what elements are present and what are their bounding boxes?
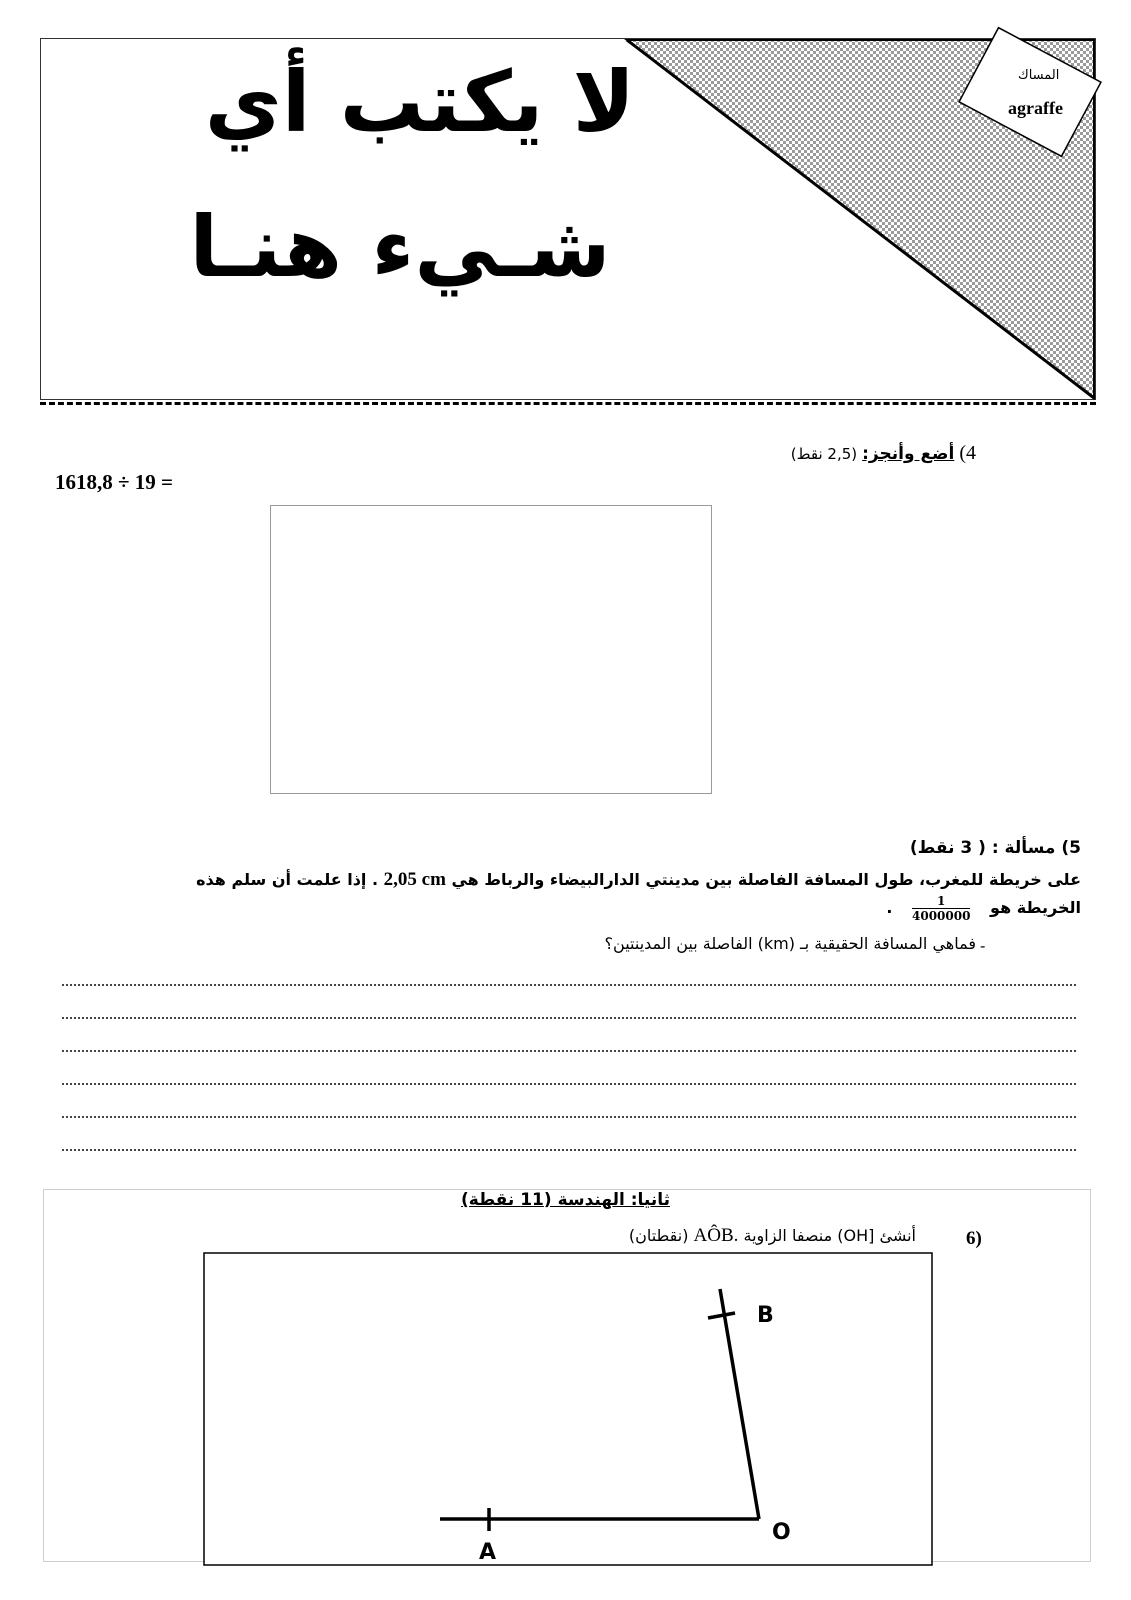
exercise5-question: فماهي المسافة الحقيقية بـ (km) الفاصلة بين المدينتين؟ bbox=[604, 934, 976, 953]
label-a: A bbox=[479, 1540, 497, 1565]
scale-period: . bbox=[886, 898, 893, 917]
answer-line[interactable] bbox=[62, 1050, 1076, 1052]
exercise4-points: (2,5 نقط) bbox=[790, 445, 858, 463]
angle-figure[interactable] bbox=[203, 1252, 933, 1567]
exercise6-number: 6) bbox=[966, 1228, 982, 1249]
statement-part2: . إذا علمت أن سلم هذه bbox=[196, 870, 379, 889]
scale-fraction bbox=[912, 894, 970, 923]
distance-value: 2,05 cm bbox=[383, 869, 446, 890]
answer-line[interactable] bbox=[62, 984, 1076, 986]
do-not-write-line2: شـيء هنـا bbox=[189, 198, 611, 296]
statement-part1: على خريطة للمغرب، طول المسافة الفاصلة بين مدينتي الدارالبيضاء والرباط هي bbox=[451, 870, 1081, 889]
exercise5-title: 5) مسألة : ( 3 نقط) bbox=[909, 838, 1081, 858]
answer-line[interactable] bbox=[62, 1116, 1076, 1118]
answer-line[interactable] bbox=[62, 1083, 1076, 1085]
exercise5-statement-line1 bbox=[60, 866, 1081, 894]
scale-denominator: 4000000 bbox=[912, 909, 971, 923]
division-operation: 1618,8 ÷ 19 = bbox=[55, 470, 173, 494]
exercise4-title: أضع وأنجز: bbox=[862, 444, 955, 464]
geometry-section-title: ثانيا: الهندسة (11 نقطة) bbox=[461, 1190, 670, 1210]
exercise5-statement-line2 bbox=[886, 894, 1081, 923]
exercise6-instruction bbox=[629, 1225, 916, 1247]
answer-line[interactable] bbox=[62, 1017, 1076, 1019]
cut-line bbox=[40, 402, 1096, 405]
exercise6-text: أنشئ [OH) منصفا الزاوية bbox=[743, 1226, 916, 1245]
scale-intro: الخريطة هو bbox=[990, 898, 1081, 917]
answer-line[interactable] bbox=[62, 1149, 1076, 1151]
exercise4-heading bbox=[791, 442, 976, 465]
staple-label-fr: agraffe bbox=[1008, 98, 1063, 118]
label-o: O bbox=[772, 1520, 791, 1545]
answer-box[interactable] bbox=[270, 505, 712, 794]
label-b: B bbox=[757, 1303, 774, 1328]
question-bullet: - bbox=[980, 936, 986, 955]
angle-name: AÔB. bbox=[693, 1225, 739, 1246]
scale-numerator: 1 bbox=[912, 894, 970, 909]
do-not-write-line1: لا يكتب أي bbox=[204, 53, 636, 151]
staple-label-ar: المساك bbox=[1018, 68, 1060, 83]
exercise4-number: 4) bbox=[959, 442, 976, 464]
exercise6-points: (نقطتان) bbox=[628, 1226, 689, 1245]
